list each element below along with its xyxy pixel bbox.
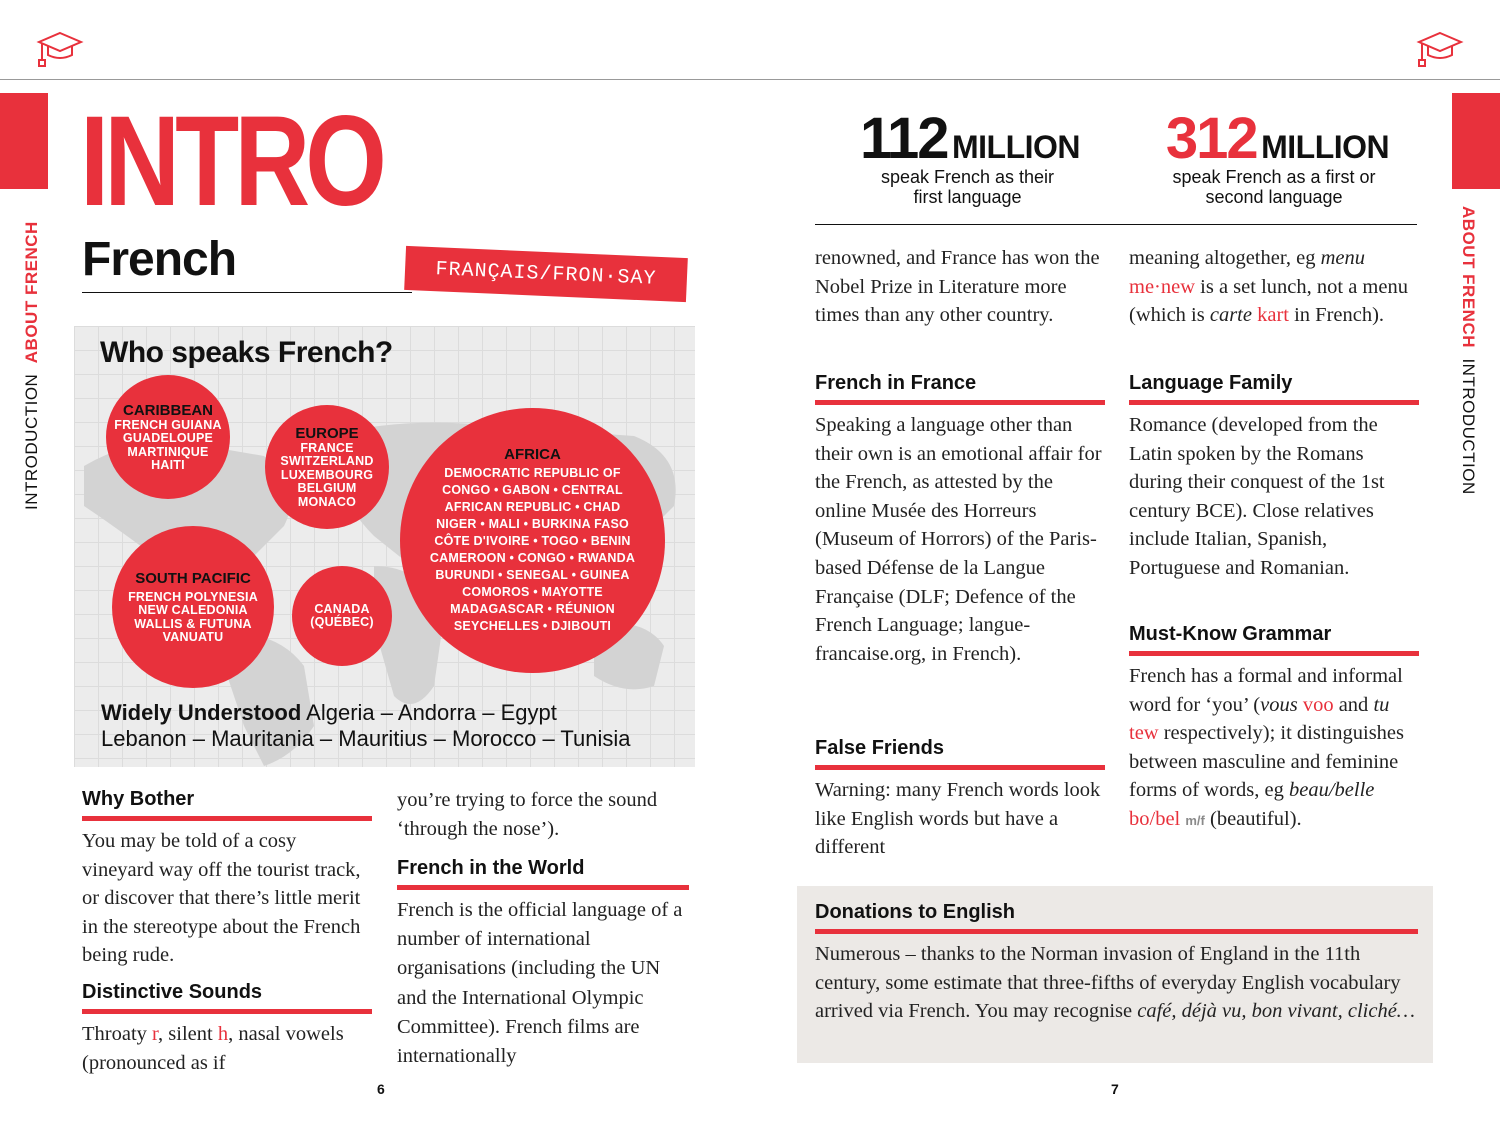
widely-line: Algeria – Andorra – Egypt xyxy=(306,700,557,725)
section-heading: Must-Know Grammar xyxy=(1129,623,1419,656)
section-text: meaning altogether, eg menu me·new is a set lunch, not a menu (which is carte kart in French). xyxy=(1129,247,1408,327)
language-title: French xyxy=(82,233,237,286)
stat-caption: speak French as a first or second language xyxy=(1172,167,1376,207)
section-heading: Language Family xyxy=(1129,372,1419,405)
distinctive-sounds-continued xyxy=(397,786,689,843)
top-rule xyxy=(0,79,1500,80)
section-text: French is the official language of a number of international organisations (including the UN and the International Olympic Committee). French films are internationally xyxy=(397,899,683,1068)
section-text: renowned, and France has won the Nobel Prize in Literature more times than any other country. xyxy=(815,247,1100,327)
region-name: CARIBBEAN xyxy=(123,401,213,419)
region-place: FRENCH POLYNESIA xyxy=(128,589,258,604)
widely-line: Lebanon – Mauritania – Mauritius – Morocco – Tunisia xyxy=(101,726,631,751)
region-name: SOUTH PACIFIC xyxy=(135,569,251,587)
stat-number: 312 xyxy=(1165,106,1257,171)
region-place: NIGER • MALI • BURKINA FASO xyxy=(436,517,629,531)
section-text: Warning: many French words look like English words but have a different xyxy=(815,779,1101,859)
pronunciation-tag: FRANÇAIS/FRON·SAY xyxy=(404,246,688,302)
french-in-france-section xyxy=(815,372,1105,668)
region-place: AFRICAN REPUBLIC • CHAD xyxy=(444,500,621,514)
section-text: Numerous – thanks to the Norman invasion of England in the 11th century, some estimate that three-fifths of everyday English vocabulary arrived via French. You may recognise café, déjà vu, bon vivant, cliché… xyxy=(815,943,1416,1023)
gender-marker: m/f xyxy=(1185,812,1205,828)
stat-unit: MILLION xyxy=(952,129,1081,165)
region-place: CONGO • GABON • CENTRAL xyxy=(442,483,623,497)
pronunciation: tew xyxy=(1129,722,1159,745)
region-place: NEW CALEDONIA xyxy=(138,603,248,617)
region-place: SEYCHELLES • DJIBOUTI xyxy=(453,619,612,633)
stats-rule xyxy=(815,224,1417,225)
region-place: DEMOCRATIC REPUBLIC OF xyxy=(444,466,621,480)
section-heading: Distinctive Sounds xyxy=(82,981,372,1014)
region-place: MARTINIQUE xyxy=(127,444,209,459)
pronunciation: h xyxy=(217,1023,229,1045)
region-caribbean xyxy=(106,375,230,499)
region-place: BELGIUM xyxy=(297,481,357,496)
false-friends-continued xyxy=(1129,244,1419,330)
section-text: Speaking a language other than their own is an emotional affair for the French, as attested by the online Musée des Horreurs (Museum of Horrors) of the Paris-based Défense de la Langue Française (DLF; Defence of the French Language; langue-francaise.org, in French). xyxy=(815,414,1102,665)
grammar-section xyxy=(1129,623,1419,836)
region-place: LUXEMBOURG xyxy=(280,467,374,482)
language-family-section xyxy=(1129,372,1419,583)
false-friends-section xyxy=(815,737,1105,862)
widely-label: Widely Understood xyxy=(101,700,302,725)
region-place: HAITI xyxy=(151,458,185,472)
page-title: INTRO xyxy=(80,90,382,233)
region-place: BURUNDI • SENEGAL • GUINEA xyxy=(435,568,630,582)
pronunciation: kart xyxy=(1257,304,1289,327)
side-tab-current: ABOUT FRENCH xyxy=(22,221,41,364)
section-text: Romance (developed from the Latin spoken by the Romans during their conquest of the 1st century BCE). Close relatives include Italian, Spanish, Portuguese and Romanian. xyxy=(1129,414,1385,579)
section-tab-marker xyxy=(1452,93,1500,189)
region-canada xyxy=(292,566,392,666)
stat-first-language xyxy=(820,106,1120,171)
section-text: French has a formal and informal word for ‘you’ (vous voo and tu tew respectively); it distinguishes between masculine and feminine forms of words, eg beau/belle bo/bel m/f (beautiful). xyxy=(1129,665,1404,830)
why-bother-section xyxy=(82,788,372,970)
section-text: Throaty r, silent h, nasal vowels (pronounced as if xyxy=(82,1023,344,1074)
pronunciation: voo xyxy=(1302,693,1334,716)
donations-section xyxy=(815,901,1418,1026)
pronunciation: r xyxy=(152,1023,159,1045)
region-place: COMOROS • MAYOTTE xyxy=(462,585,603,599)
region-name: AFRICA xyxy=(504,446,561,463)
pronunciation: bo/bel xyxy=(1129,807,1181,830)
region-place: CANADA xyxy=(314,601,370,616)
widely-understood xyxy=(101,700,631,752)
graduation-cap-icon xyxy=(36,30,84,70)
region-place: (QUÉBEC) xyxy=(310,615,374,629)
stat-caption: speak French as their first language xyxy=(880,167,1055,207)
region-europe xyxy=(265,405,389,529)
french-in-world-section xyxy=(397,857,689,1071)
page-number: 7 xyxy=(1111,1081,1119,1097)
stat-unit: MILLION xyxy=(1261,129,1390,165)
region-place: FRANCE xyxy=(300,440,354,455)
region-south-pacific xyxy=(112,526,274,688)
region-place: MADAGASCAR • RÉUNION xyxy=(450,602,615,616)
stat-first-or-second-language xyxy=(1125,106,1430,171)
side-tab-section: INTRODUCTION xyxy=(22,373,41,510)
page-number: 6 xyxy=(377,1081,385,1097)
region-place: MONACO xyxy=(297,494,357,509)
section-tab-marker xyxy=(0,93,48,189)
section-heading: Donations to English xyxy=(815,901,1418,934)
section-heading: French in the World xyxy=(397,857,689,890)
section-heading: False Friends xyxy=(815,737,1105,770)
section-heading: Why Bother xyxy=(82,788,372,821)
region-place: SWITZERLAND xyxy=(280,454,374,469)
french-in-world-continued xyxy=(815,244,1105,330)
distinctive-sounds-section xyxy=(82,981,372,1077)
section-heading: French in France xyxy=(815,372,1105,405)
section-text: You may be told of a cosy vineyard way off the tourist track, or discover that there’s little merit in the stereotype about the French being rude. xyxy=(82,830,361,967)
stat-number: 112 xyxy=(859,106,948,171)
region-place: FRENCH GUIANA xyxy=(114,417,222,432)
region-africa xyxy=(400,408,665,673)
region-place: CAMEROON • CONGO • RWANDA xyxy=(429,551,636,565)
region-place: GUADELOUPE xyxy=(122,431,214,445)
region-place: WALLIS & FUTUNA xyxy=(134,616,252,631)
title-rule xyxy=(82,292,412,293)
graduation-cap-icon xyxy=(1416,30,1464,70)
section-text: you’re trying to force the sound ‘through the nose’). xyxy=(397,789,658,840)
map-heading: Who speaks French? xyxy=(100,336,393,369)
region-place: VANUATU xyxy=(162,630,224,644)
side-tab-right[interactable] xyxy=(1458,206,1478,495)
region-place: CÔTE D'IVOIRE • TOGO • BENIN xyxy=(434,534,631,548)
side-tab-current: ABOUT FRENCH xyxy=(1459,206,1478,348)
side-tab-left[interactable] xyxy=(22,221,42,510)
region-name: EUROPE xyxy=(295,424,359,442)
pronunciation: me·new xyxy=(1129,275,1196,298)
side-tab-section: INTRODUCTION xyxy=(1459,358,1478,495)
